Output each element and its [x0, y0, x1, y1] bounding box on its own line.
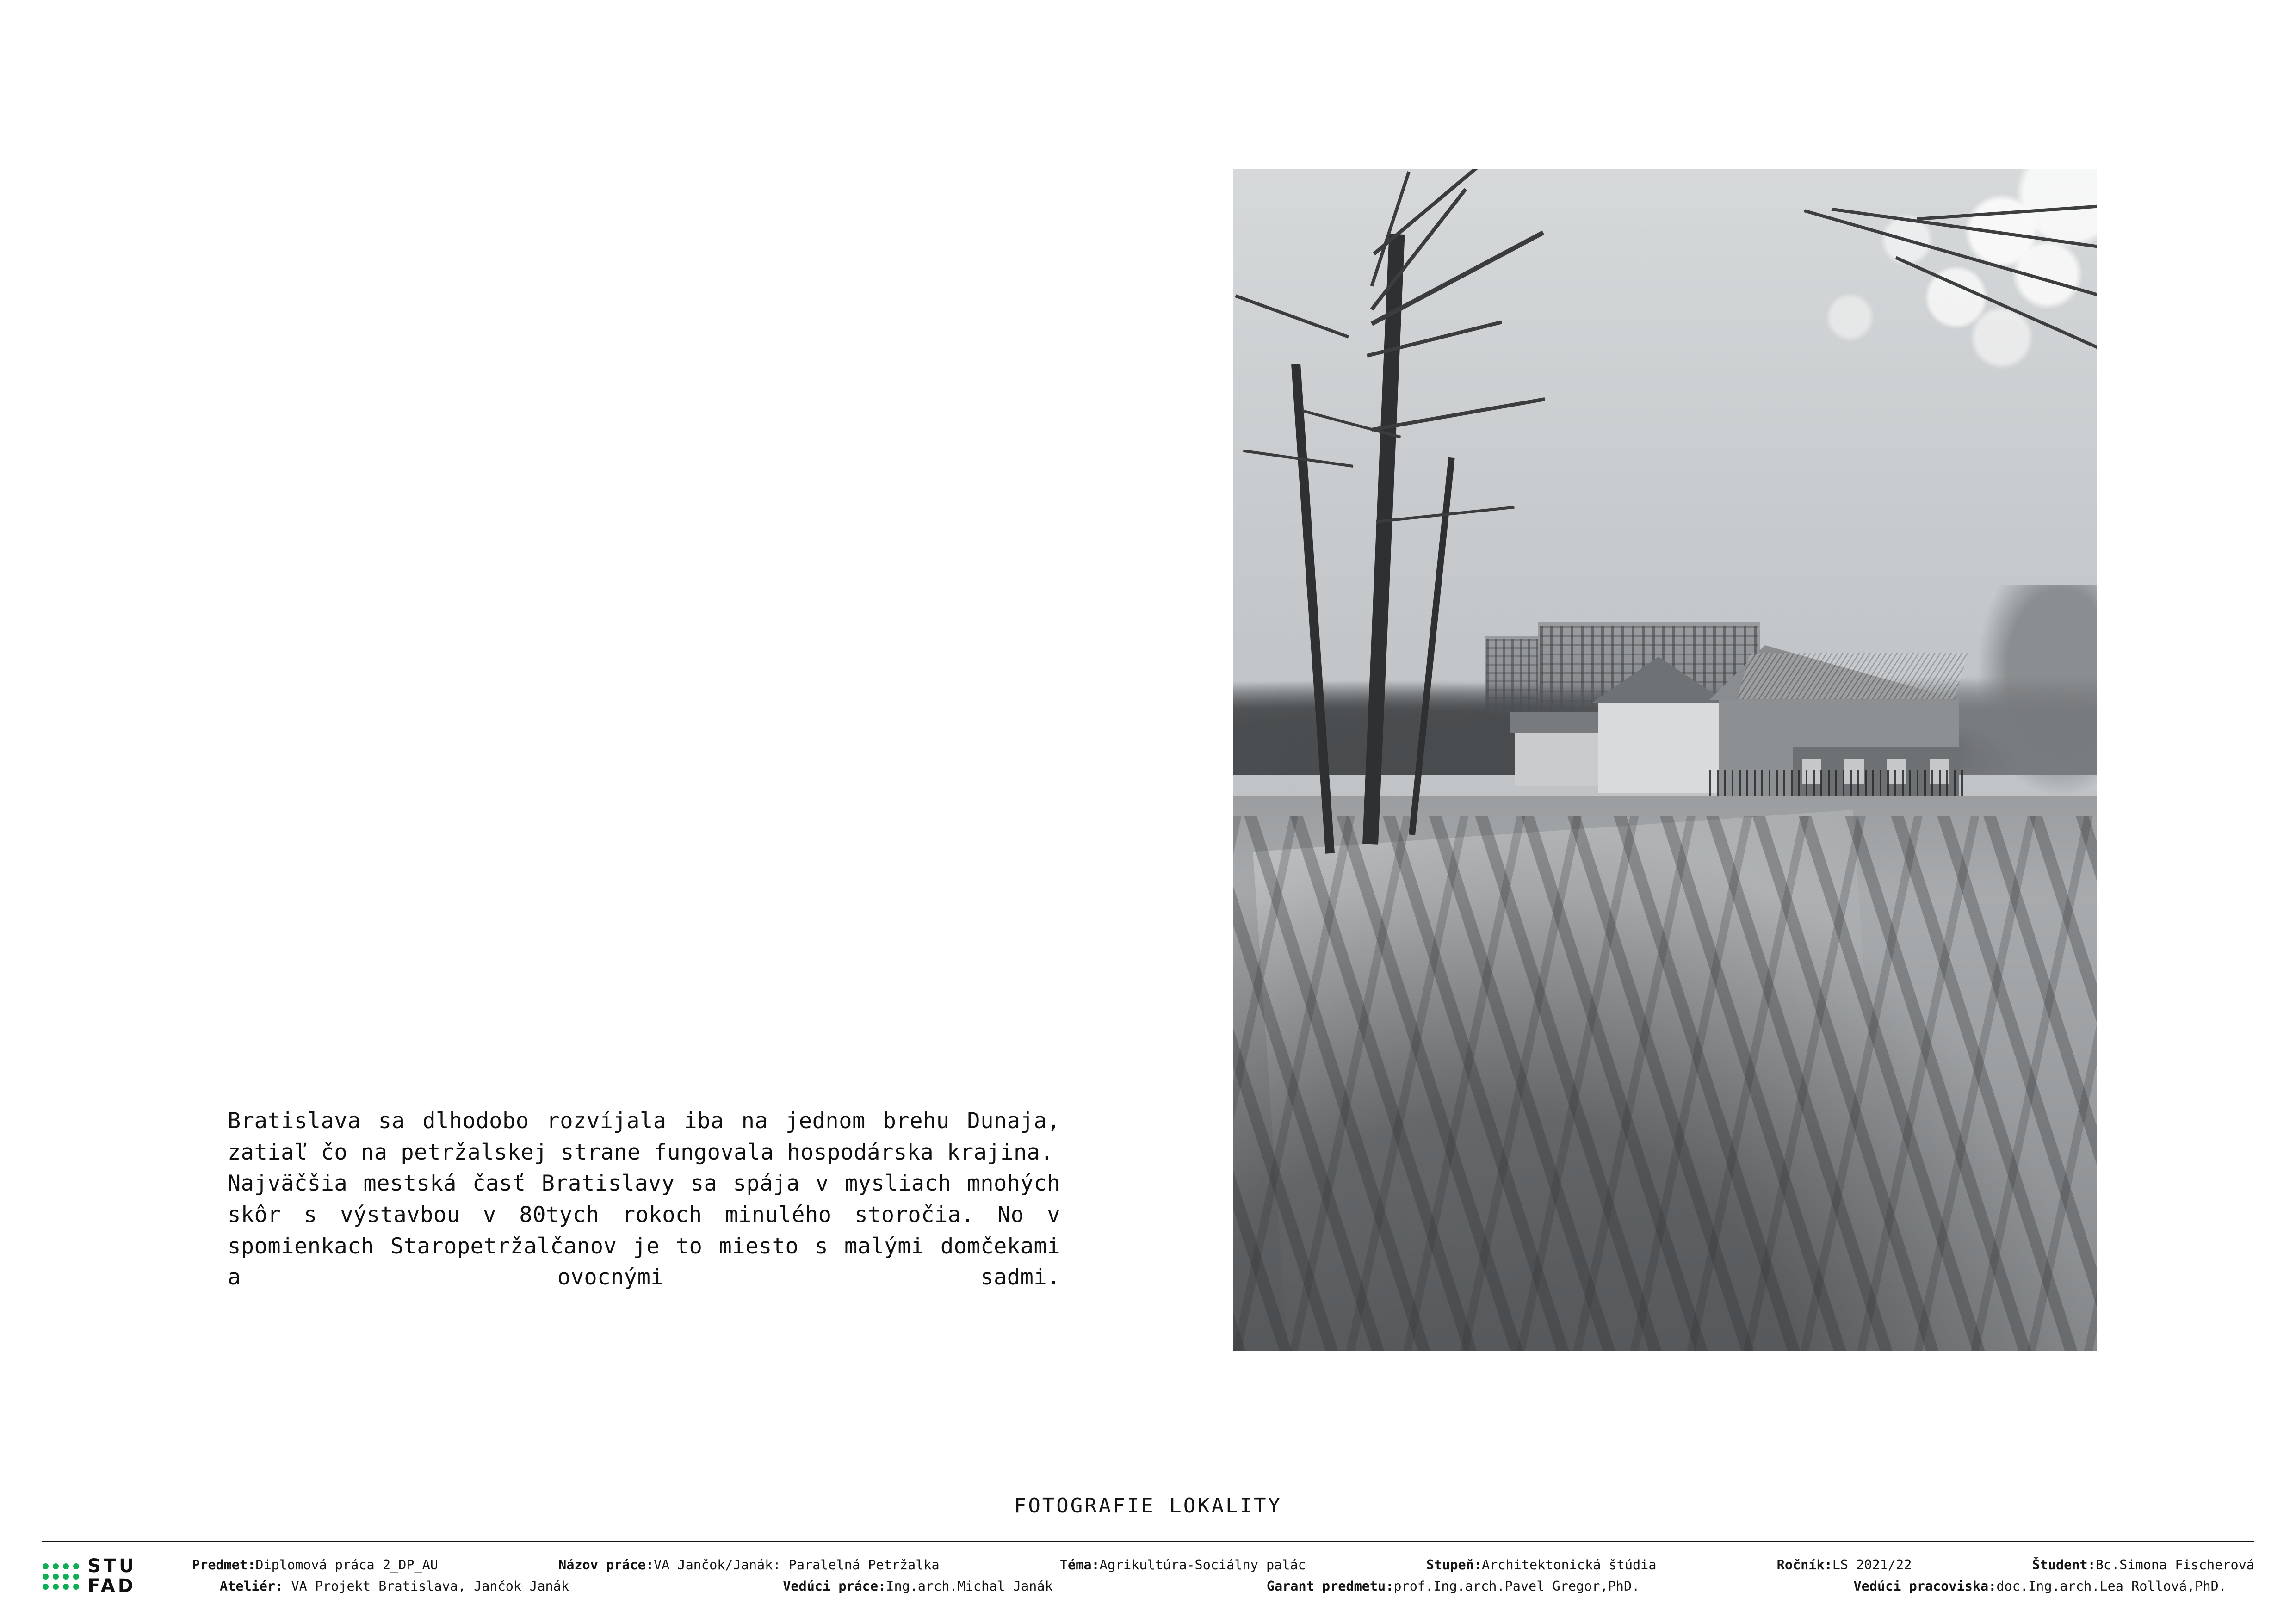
description-paragraph-2: Najväčšia mestská časť Bratislavy sa spája v mysliach mnohých skôr s výstavbou v 80tych rokoch minulého storočia. No v spomienkach Staropetržalčanov je to miesto s malými domčekami a ovocnými sadmi.	[228, 1171, 1060, 1290]
meta-subject-label: Predmet:	[192, 1557, 256, 1573]
meta-studio-value: VA Projekt Bratislava, Jančok Janák	[291, 1579, 569, 1594]
blossom-canopy	[1736, 169, 2097, 446]
meta-head-label: Vedúci pracoviska:	[1853, 1579, 1997, 1594]
stu-fad-logo	[43, 1556, 137, 1596]
footer-metadata-row-2	[192, 1576, 2254, 1597]
meta-supervisor-value: Ing.arch.Michal Janák	[886, 1579, 1053, 1594]
meta-year-label: Ročník:	[1776, 1557, 1832, 1573]
section-caption: FOTOGRAFIE LOKALITY	[1014, 1494, 1282, 1518]
description-paragraph-1: Bratislava sa dlhodobo rozvíjala iba na jednom brehu Dunaja, zatiaľ čo na petržalskej strane fungovala hospodárska krajina.	[228, 1108, 1060, 1165]
meta-guarantor-label: Garant predmetu:	[1266, 1579, 1394, 1594]
footer-divider	[42, 1541, 2254, 1542]
footer-metadata	[192, 1555, 2254, 1597]
logo-line-2: FAD	[87, 1575, 136, 1597]
photo-canvas	[1233, 169, 2097, 1351]
house-white	[1598, 701, 1723, 793]
meta-level-label: Stupeň:	[1426, 1557, 1482, 1573]
meta-year-value: LS 2021/22	[1832, 1557, 1912, 1573]
meta-theme-value: Agrikultúra-Sociálny palác	[1099, 1557, 1306, 1573]
meta-title	[558, 1555, 940, 1576]
meta-subject-value: Diplomová práca 2_DP_AU	[255, 1557, 438, 1573]
logo-text	[87, 1556, 137, 1596]
description-text	[228, 1105, 1060, 1325]
right-side-tree	[1977, 585, 2097, 798]
meta-level-value: Architektonická štúdia	[1482, 1557, 1657, 1573]
meta-title-value: VA Jančok/Janák: Paralelná Petržalka	[653, 1557, 940, 1573]
meta-guarantor	[1267, 1576, 1640, 1597]
meta-supervisor-label: Vedúci práce:	[783, 1579, 886, 1594]
footer-metadata-row-1	[192, 1555, 2254, 1576]
meta-level	[1426, 1555, 1657, 1576]
footer	[0, 1530, 2296, 1623]
meta-studio-label: Ateliér:	[220, 1579, 284, 1594]
meta-head	[1854, 1576, 2227, 1597]
meta-student-value: Bc.Simona Fischerová	[2095, 1557, 2254, 1573]
meta-guarantor-value: prof.Ing.arch.Pavel Gregor,PhD.	[1393, 1579, 1640, 1594]
logo-line-1: STU	[87, 1555, 137, 1577]
roof-tiles-texture	[1737, 653, 1968, 699]
blossom-branch	[1804, 209, 2097, 302]
meta-head-value: doc.Ing.arch.Lea Rollová,PhD.	[1996, 1579, 2227, 1594]
meta-supervisor	[783, 1576, 1052, 1597]
meta-theme	[1060, 1555, 1306, 1576]
meta-title-label: Názov práce:	[558, 1557, 654, 1573]
house-small-roof	[1510, 712, 1608, 733]
meta-studio	[220, 1576, 569, 1597]
house-white-roof	[1591, 657, 1728, 703]
blossom-branch	[1895, 256, 2097, 357]
meta-theme-label: Téma:	[1059, 1557, 1100, 1573]
logo-dots-icon	[43, 1563, 79, 1590]
meta-student	[2032, 1555, 2254, 1576]
meta-student-label: Študent:	[2032, 1557, 2096, 1573]
locality-photograph	[1233, 169, 2097, 1351]
house-small	[1515, 731, 1603, 786]
meta-year	[1777, 1555, 1912, 1576]
meta-subject	[192, 1555, 438, 1576]
blossom-branch	[1917, 204, 2097, 221]
tree-shadows	[1233, 816, 2097, 1351]
